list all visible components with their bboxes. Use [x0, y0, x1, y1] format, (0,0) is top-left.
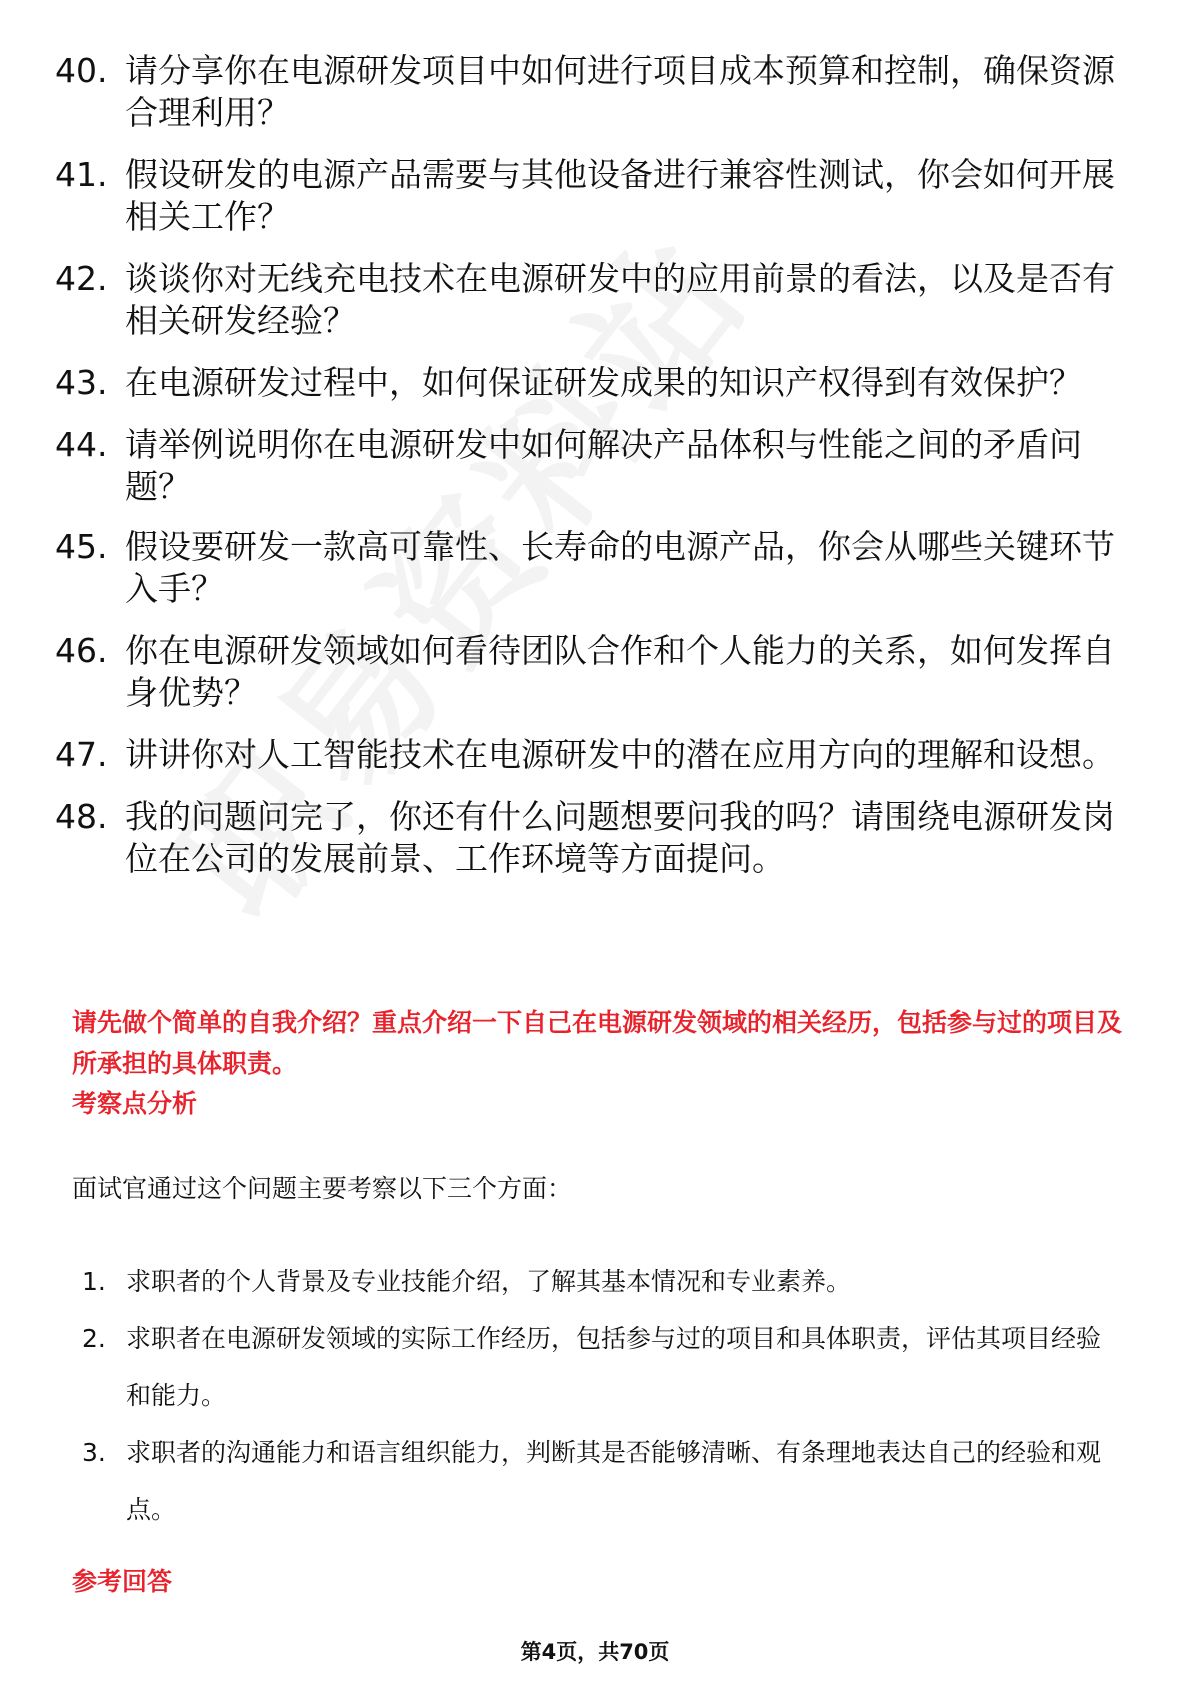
question-text: 请举例说明你在电源研发中如何解决产品体积与性能之间的矛盾问题？ [125, 425, 1082, 506]
question-text: 谈谈你对无线充电技术在电源研发中的应用前景的看法，以及是否有相关研发经验？ [125, 259, 1115, 340]
page-footer: 第4页，共70页 [520, 1640, 670, 1664]
analysis-item [82, 1424, 1122, 1538]
analysis-text: 求职者在电源研发领域的实际工作经历，包括参与过的项目和具体职责，评估其项目经验和能力。 [126, 1324, 1102, 1410]
question-item [55, 734, 1135, 776]
analysis-heading: 考察点分析 [72, 1089, 198, 1118]
question-number: 43. [55, 363, 108, 402]
analysis-text: 求职者的沟通能力和语言组织能力，判断其是否能够清晰、有条理地表达自己的经验和观点。 [126, 1438, 1102, 1524]
highlight-question: 请先做个简单的自我介绍？重点介绍一下自己在电源研发领域的相关经历，包括参与过的项目及所承担的具体职责。 [72, 1008, 1123, 1078]
question-text: 在电源研发过程中，如何保证研发成果的知识产权得到有效保护？ [125, 363, 1082, 402]
analysis-number: 1. [82, 1267, 106, 1296]
question-item [55, 526, 1135, 610]
question-item [55, 258, 1135, 342]
question-text: 假设要研发一款高可靠性、长寿命的电源产品，你会从哪些关键环节入手？ [125, 527, 1115, 608]
question-number: 40. [55, 51, 108, 90]
question-number: 47. [55, 735, 108, 774]
analysis-text: 求职者的个人背景及专业技能介绍，了解其基本情况和专业素养。 [126, 1267, 852, 1296]
question-text: 我的问题问完了，你还有什么问题想要问我的吗？请围绕电源研发岗位在公司的发展前景、工作环境等方面提问。 [125, 797, 1115, 878]
question-text: 你在电源研发领域如何看待团队合作和个人能力的关系，如何发挥自身优势？ [125, 631, 1115, 712]
question-number: 41. [55, 155, 108, 194]
question-item [55, 362, 1135, 404]
question-number: 45. [55, 527, 108, 566]
question-number: 44. [55, 425, 108, 464]
analysis-item [82, 1253, 1122, 1310]
question-item [55, 50, 1135, 134]
question-item [55, 154, 1135, 238]
question-number: 46. [55, 631, 108, 670]
question-text: 请分享你在电源研发项目中如何进行项目成本预算和控制，确保资源合理利用？ [125, 51, 1115, 132]
question-text: 假设研发的电源产品需要与其他设备进行兼容性测试，你会如何开展相关工作？ [125, 155, 1115, 236]
question-list [55, 50, 1135, 900]
analysis-item [82, 1310, 1122, 1424]
question-text: 讲讲你对人工智能技术在电源研发中的潜在应用方向的理解和设想。 [125, 735, 1115, 774]
question-number: 48. [55, 797, 108, 836]
analysis-number: 2. [82, 1324, 106, 1353]
reference-answer-heading: 参考回答 [72, 1567, 173, 1596]
analysis-list [82, 1253, 1122, 1538]
question-item [55, 424, 1135, 508]
analysis-number: 3. [82, 1438, 106, 1467]
question-item [55, 630, 1135, 714]
intro-text: 面试官通过这个问题主要考察以下三个方面： [72, 1174, 573, 1203]
question-number: 42. [55, 259, 108, 298]
question-item [55, 796, 1135, 880]
